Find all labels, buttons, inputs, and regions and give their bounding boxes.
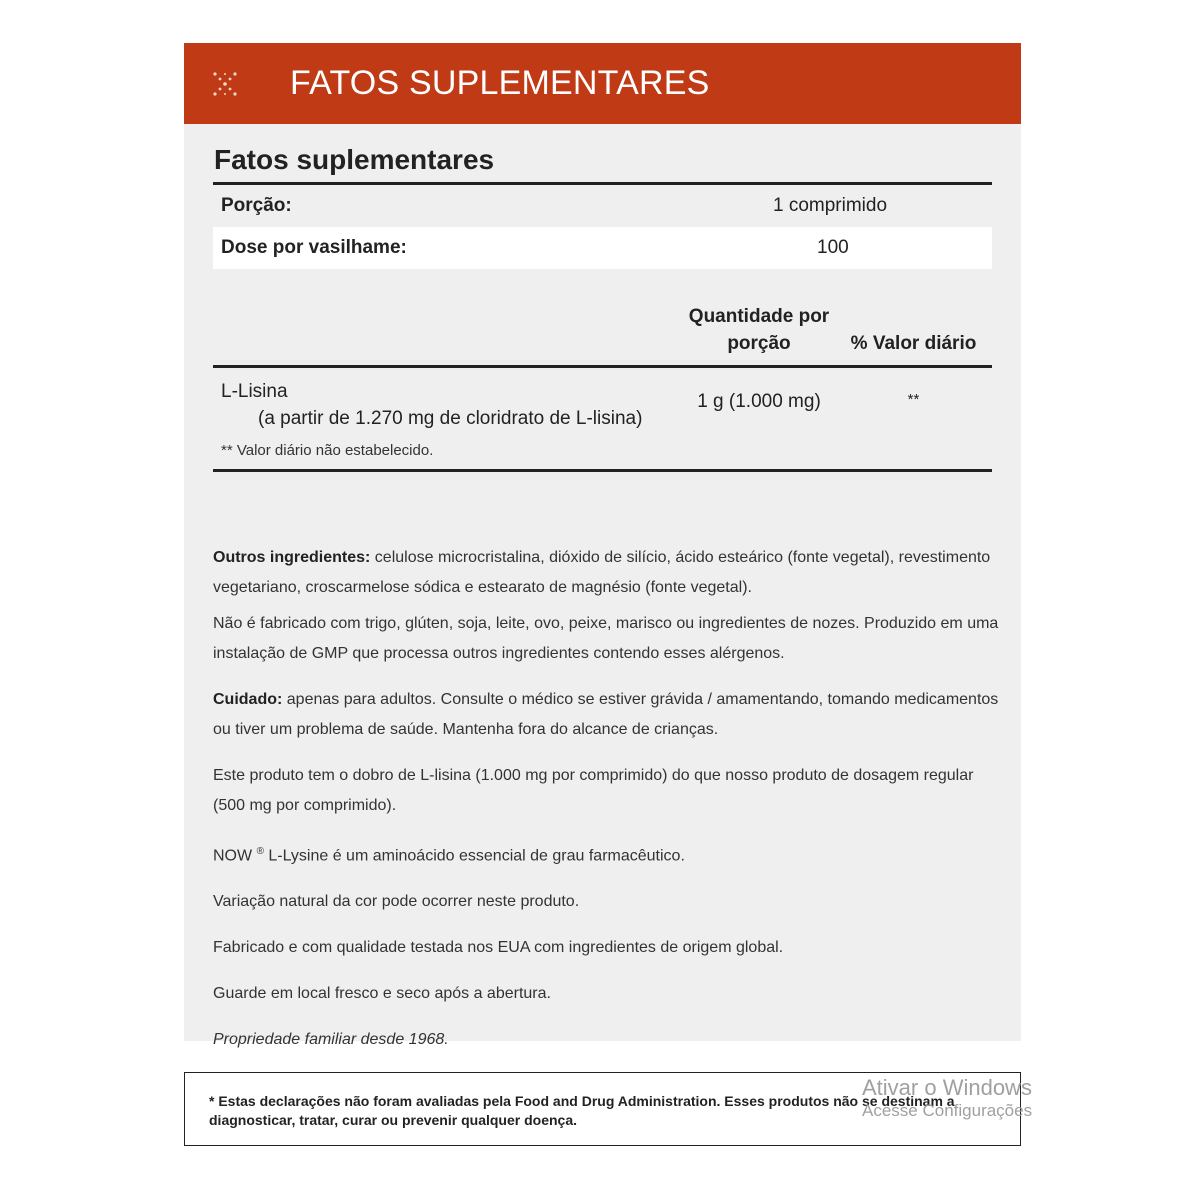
sparkle-icon: [212, 71, 238, 97]
daily-value-header: % Valor diário: [850, 333, 977, 354]
column-headers: [213, 269, 992, 365]
ingredient-source: (a partir de 1.270 mg de cloridrato de L-lisina): [258, 408, 643, 429]
color-variation-note: Variação natural da cor pode ocorrer neste produto.: [213, 893, 580, 911]
family-owned-note: Propriedade familiar desde 1968.: [213, 1031, 449, 1049]
serving-label: Porção:: [221, 195, 292, 216]
servings-label: Dose por vasilhame:: [221, 237, 407, 258]
divider: [213, 469, 992, 472]
storage-note: Guarde em local fresco e seco após a abertura.: [213, 985, 551, 1003]
header-banner: [184, 43, 1021, 124]
ingredient-dv: **: [907, 391, 920, 408]
product-info: [213, 543, 1003, 1055]
ingredient-amount: 1 g (1.000 mg): [697, 391, 821, 412]
facts-heading: Fatos suplementares: [214, 144, 495, 175]
serving-value: 1 comprimido: [773, 195, 888, 216]
ingredient-row: [213, 368, 992, 432]
amount-header: Quantidade por porção: [688, 306, 830, 354]
servings-per-container-row: [213, 227, 992, 269]
serving-row: [213, 185, 992, 227]
ingredient-name: L-Lisina: [221, 381, 288, 402]
allergen-statement: Não é fabricado com trigo, glúten, soja, leite, ovo, peixe, marisco ou ingredientes de nozes. Produzido em uma instalação de GMP que processa outros ingredientes contendo esses alérgenos.: [213, 615, 999, 662]
other-ingredients: Outros ingredientes: celulose microcristalina, dióxido de silício, ácido esteárico (fonte vegetal), revestimento vegetariano, croscarmelose sódica e estearato de magnésio (fonte vegetal).: [213, 549, 991, 596]
double-strength-note: Este produto tem o dobro de L-lisina (1.000 mg por comprimido) do que nosso produto de dosagem regular (500 mg por comprimido).: [213, 767, 974, 814]
banner-title: FATOS SUPLEMENTARES: [290, 64, 710, 102]
made-in-usa-note: Fabricado e com qualidade testada nos EUA com ingredientes de origem global.: [213, 939, 784, 957]
windows-activation-watermark: Ativar o Windows Acesse Configurações: [862, 1076, 1033, 1120]
fda-disclaimer: * Estas declarações não foram avaliadas pela Food and Drug Administration. Esses produtos não se destinam a diagnosticar, tratar, curar ou prevenir qualquer doença.: [184, 1072, 1021, 1146]
dv-footnote: ** Valor diário não estabelecido.: [221, 442, 434, 459]
supplement-panel: [184, 43, 1021, 1049]
servings-value: 100: [817, 237, 849, 258]
now-statement: NOW ® L-Lysine é um aminoácido essencial de grau farmacêutico.: [213, 846, 685, 865]
caution-statement: Cuidado: apenas para adultos. Consulte o médico se estiver grávida / amamentando, tomando medicamentos ou tiver um problema de saúde. Mantenha fora do alcance de crianças.: [213, 691, 999, 738]
facts-table: [213, 124, 992, 472]
